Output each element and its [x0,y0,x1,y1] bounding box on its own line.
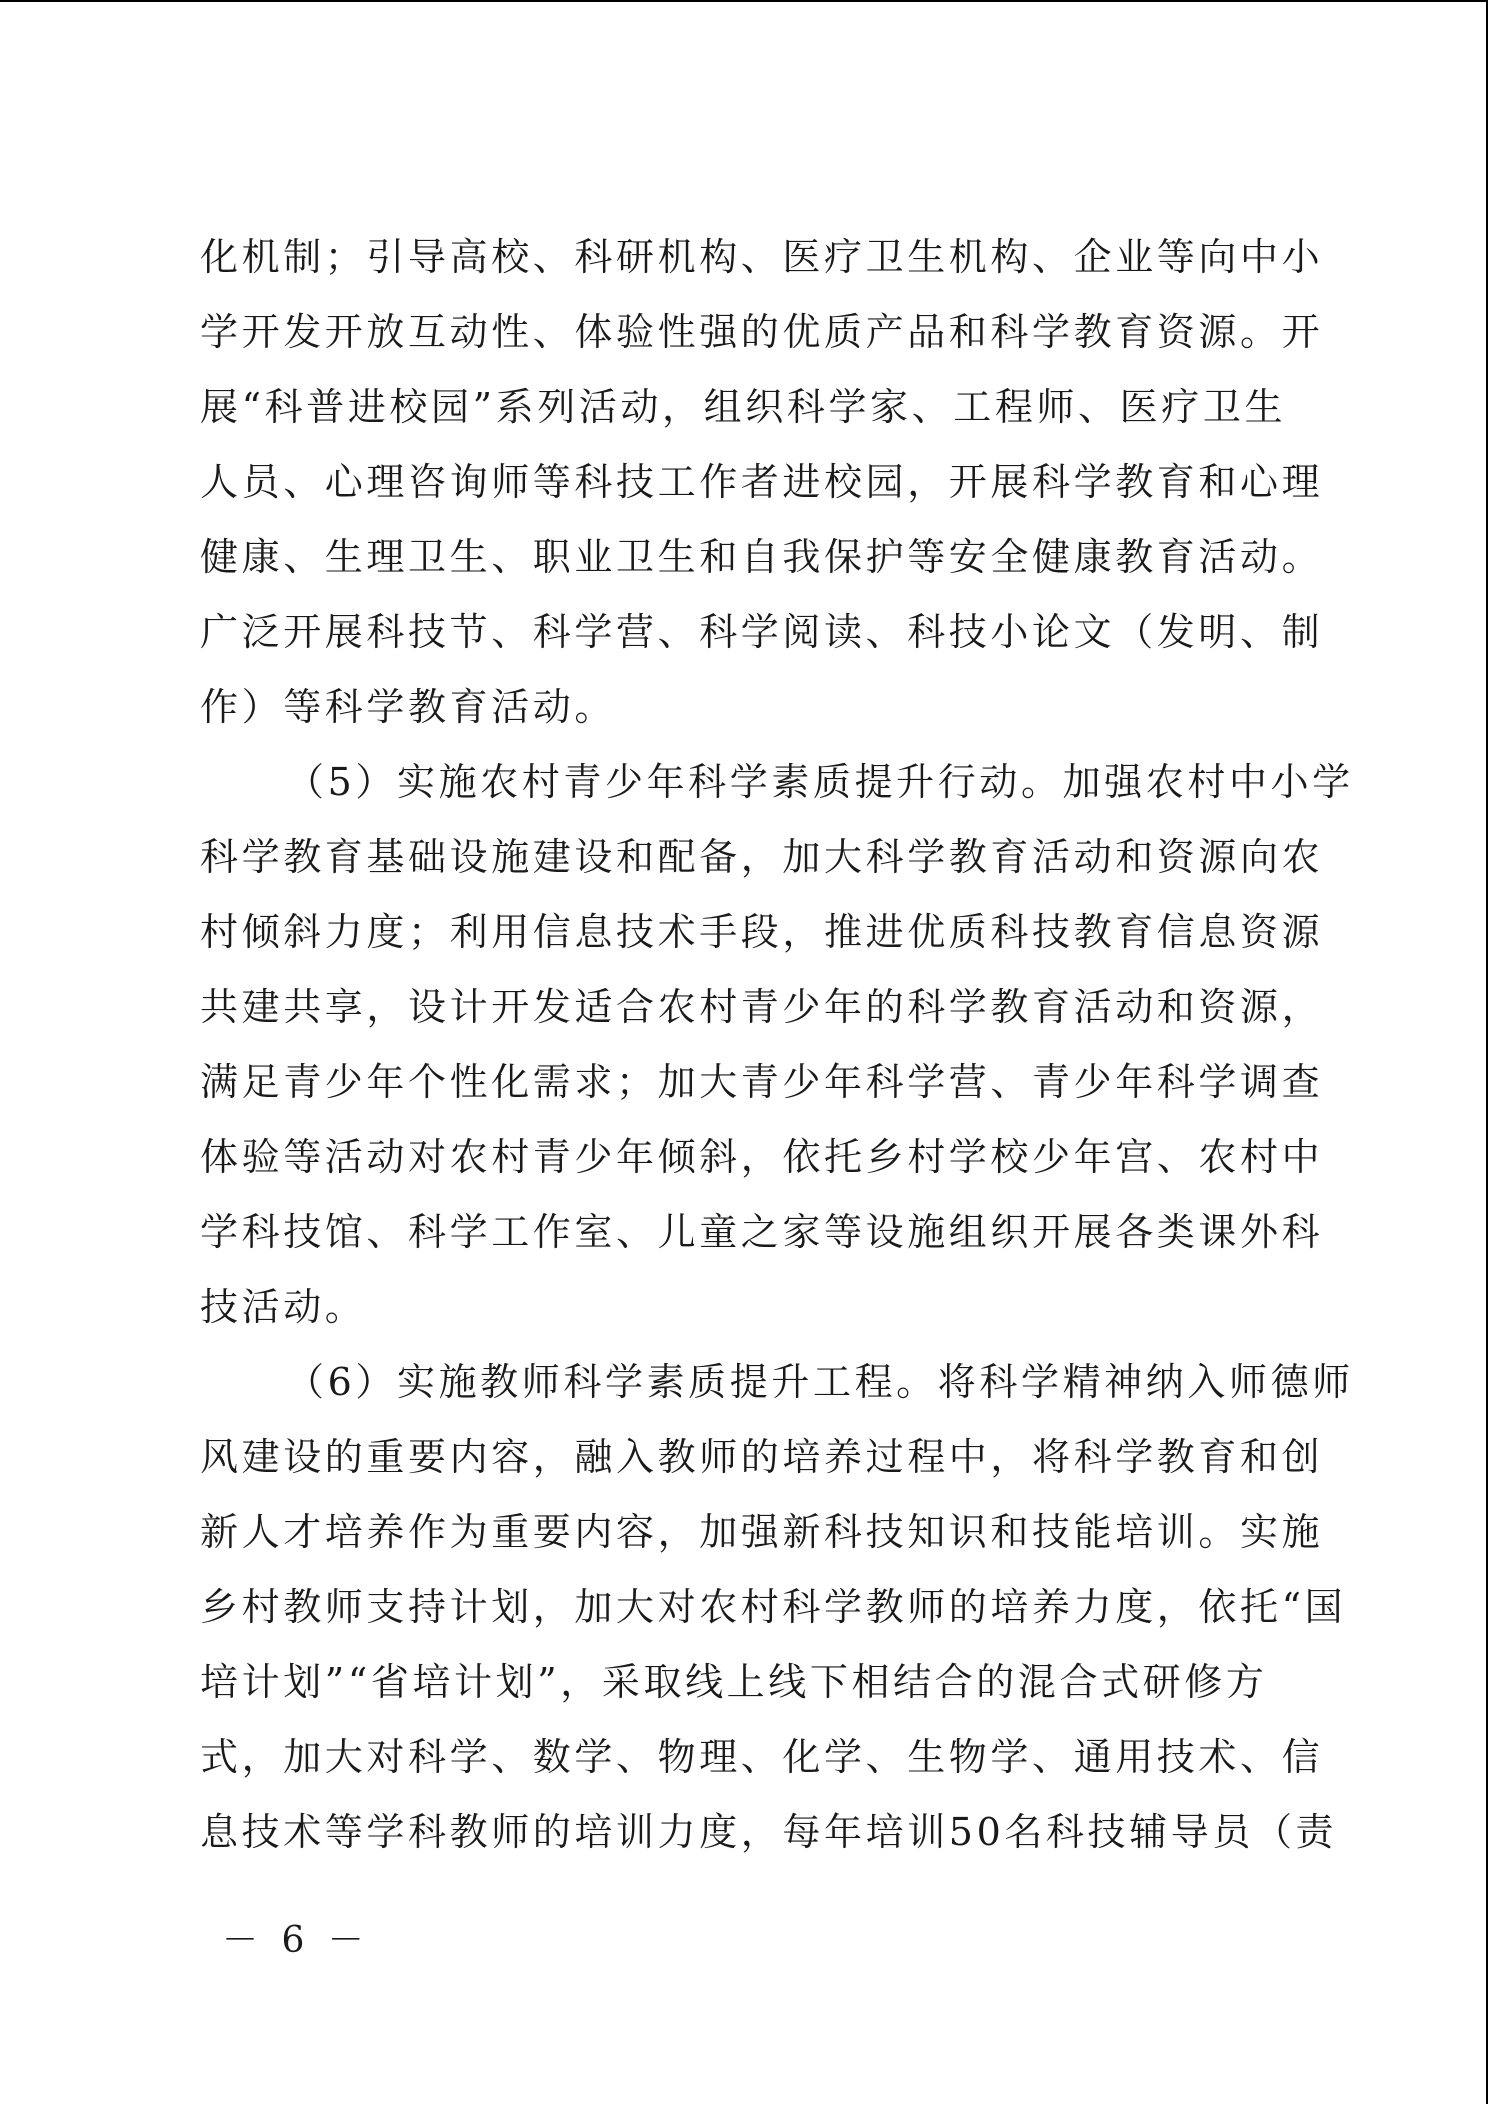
paragraph-start-line: （6）实施教师科学素质提升工程。将科学精神纳入师德师 [286,1360,1354,1404]
text-line: 技活动。 [200,1285,367,1329]
text-line: 化机制；引导高校、科研机构、医疗卫生机构、企业等向中小 [200,235,1324,279]
text-line: 体验等活动对农村青少年倾斜，依托乡村学校少年宫、农村中 [200,1135,1324,1179]
text-line: 新人才培养作为重要内容，加强新科技知识和技能培训。实施 [200,1510,1324,1554]
text-line: 展“科普进校园”系列活动，组织科学家、工程师、医疗卫生 [200,385,1287,429]
text-line: 培计划”“省培计划”，采取线上线下相结合的混合式研修方 [200,1660,1268,1704]
page-border-top [0,0,1488,2]
text-line: 健康、生理卫生、职业卫生和自我保护等安全健康教育活动。 [200,535,1324,579]
text-line: 乡村教师支持计划，加大对农村科学教师的培养力度，依托“国 [200,1585,1347,1629]
text-line: 风建设的重要内容，融入教师的培养过程中，将科学教育和创 [200,1435,1324,1479]
text-line: 村倾斜力度；利用信息技术手段，推进优质科技教育信息资源 [200,910,1324,954]
text-line: 作）等科学教育活动。 [200,685,617,729]
paragraph-start-line: （5）实施农村青少年科学素质提升行动。加强农村中小学 [286,760,1354,804]
text-line: 式，加大对科学、数学、物理、化学、生物学、通用技术、信 [200,1735,1324,1779]
text-line: 息技术等学科教师的培训力度，每年培训50名科技辅导员（责 [200,1810,1338,1854]
text-line: 人员、心理咨询师等科技工作者进校园，开展科学教育和心理 [200,460,1324,504]
text-line: 科学教育基础设施建设和配备，加大科学教育活动和资源向农 [200,835,1324,879]
text-line: 学开发开放互动性、体验性强的优质产品和科学教育资源。开 [200,310,1324,354]
page-number: － 6 － [222,1920,370,1961]
text-line: 共建共享，设计开发适合农村青少年的科学教育活动和资源， [200,985,1324,1029]
text-line: 学科技馆、科学工作室、儿童之家等设施组织开展各类课外科 [200,1210,1324,1254]
text-line: 广泛开展科技节、科学营、科学阅读、科技小论文（发明、制 [200,610,1324,654]
text-line: 满足青少年个性化需求；加大青少年科学营、青少年科学调查 [200,1060,1324,1104]
